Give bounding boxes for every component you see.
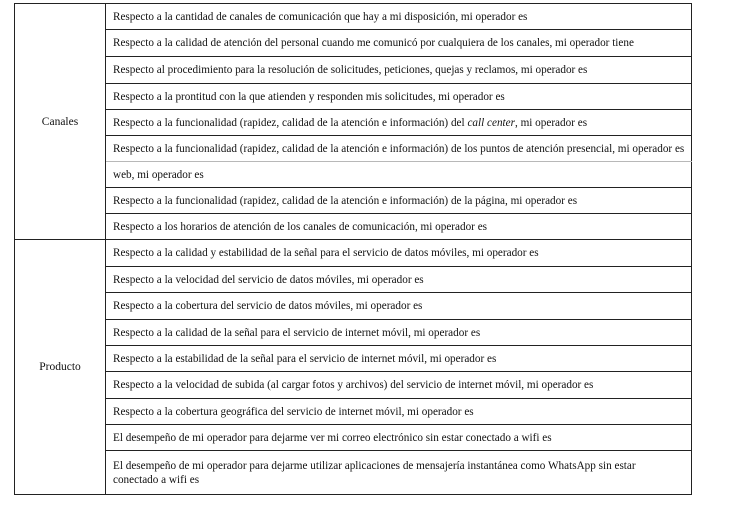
item-cell: El desempeño de mi operador para dejarme ver mi correo electrónico sin estar conectado a wifi es [106,425,692,451]
item-cell: Respecto a la calidad y estabilidad de la señal para el servicio de datos móviles, mi operador es [106,240,692,267]
item-cell: El desempeño de mi operador para dejarme utilizar aplicaciones de mensajería instantánea como WhatsApp sin estar conectado a wifi es [106,451,692,495]
item-cell: web, mi operador es [106,162,692,188]
item-cell: Respecto al procedimiento para la resolución de solicitudes, peticiones, quejas y reclamos, mi operador es [106,57,692,84]
item-cell: Respecto a la calidad de atención del personal cuando me comunicó por cualquiera de los canales, mi operador tiene [106,30,692,57]
item-text: , mi operador es [514,116,588,129]
table-row [15,84,692,110]
survey-items-table [14,3,692,495]
item-cell: Respecto a la funcionalidad (rapidez, calidad de la atención e información) de los puntos de atención presencial, mi operador es [106,136,692,162]
item-cell: Respecto a los horarios de atención de los canales de comunicación, mi operador es [106,214,692,240]
item-cell [106,110,692,136]
item-cell: Respecto a la cobertura geográfica del servicio de internet móvil, mi operador es [106,399,692,425]
item-cell: Respecto a la cobertura del servicio de datos móviles, mi operador es [106,293,692,320]
item-cell: Respecto a la calidad de la señal para el servicio de internet móvil, mi operador es [106,320,692,346]
item-cell: Respecto a la cantidad de canales de comunicación que hay a mi disposición, mi operador es [106,4,692,30]
item-cell: Respecto a la estabilidad de la señal para el servicio de internet móvil, mi operador es [106,346,692,372]
table-row [15,451,692,495]
item-cell: Respecto a la velocidad de subida (al cargar fotos y archivos) del servicio de internet móvil, mi operador es [106,372,692,399]
table-row [15,425,692,451]
table-row [15,162,692,188]
table-row [15,214,692,240]
table-row [15,320,692,346]
table-row [15,110,692,136]
table-row [15,346,692,372]
category-label: Canales [41,115,79,128]
category-label: Producto [39,361,81,373]
table-row [15,30,692,57]
table-row [15,136,692,162]
item-text-italic: call center [467,116,515,129]
category-producto [15,240,106,495]
table-row [15,188,692,214]
item-text: Respecto a la funcionalidad (rapidez, calidad de la atención e información) del [113,116,468,129]
category-canales [15,4,106,240]
item-cell: Respecto a la funcionalidad (rapidez, calidad de la atención e información) de la página, mi operador es [106,188,692,214]
table-row [15,57,692,84]
item-cell: Respecto a la velocidad del servicio de datos móviles, mi operador es [106,267,692,293]
table-row [15,399,692,425]
table-row [15,4,692,30]
table-row [15,293,692,320]
table-row [15,240,692,267]
table-row [15,372,692,399]
item-cell: Respecto a la prontitud con la que atienden y responden mis solicitudes, mi operador es [106,84,692,110]
table-row [15,267,692,293]
